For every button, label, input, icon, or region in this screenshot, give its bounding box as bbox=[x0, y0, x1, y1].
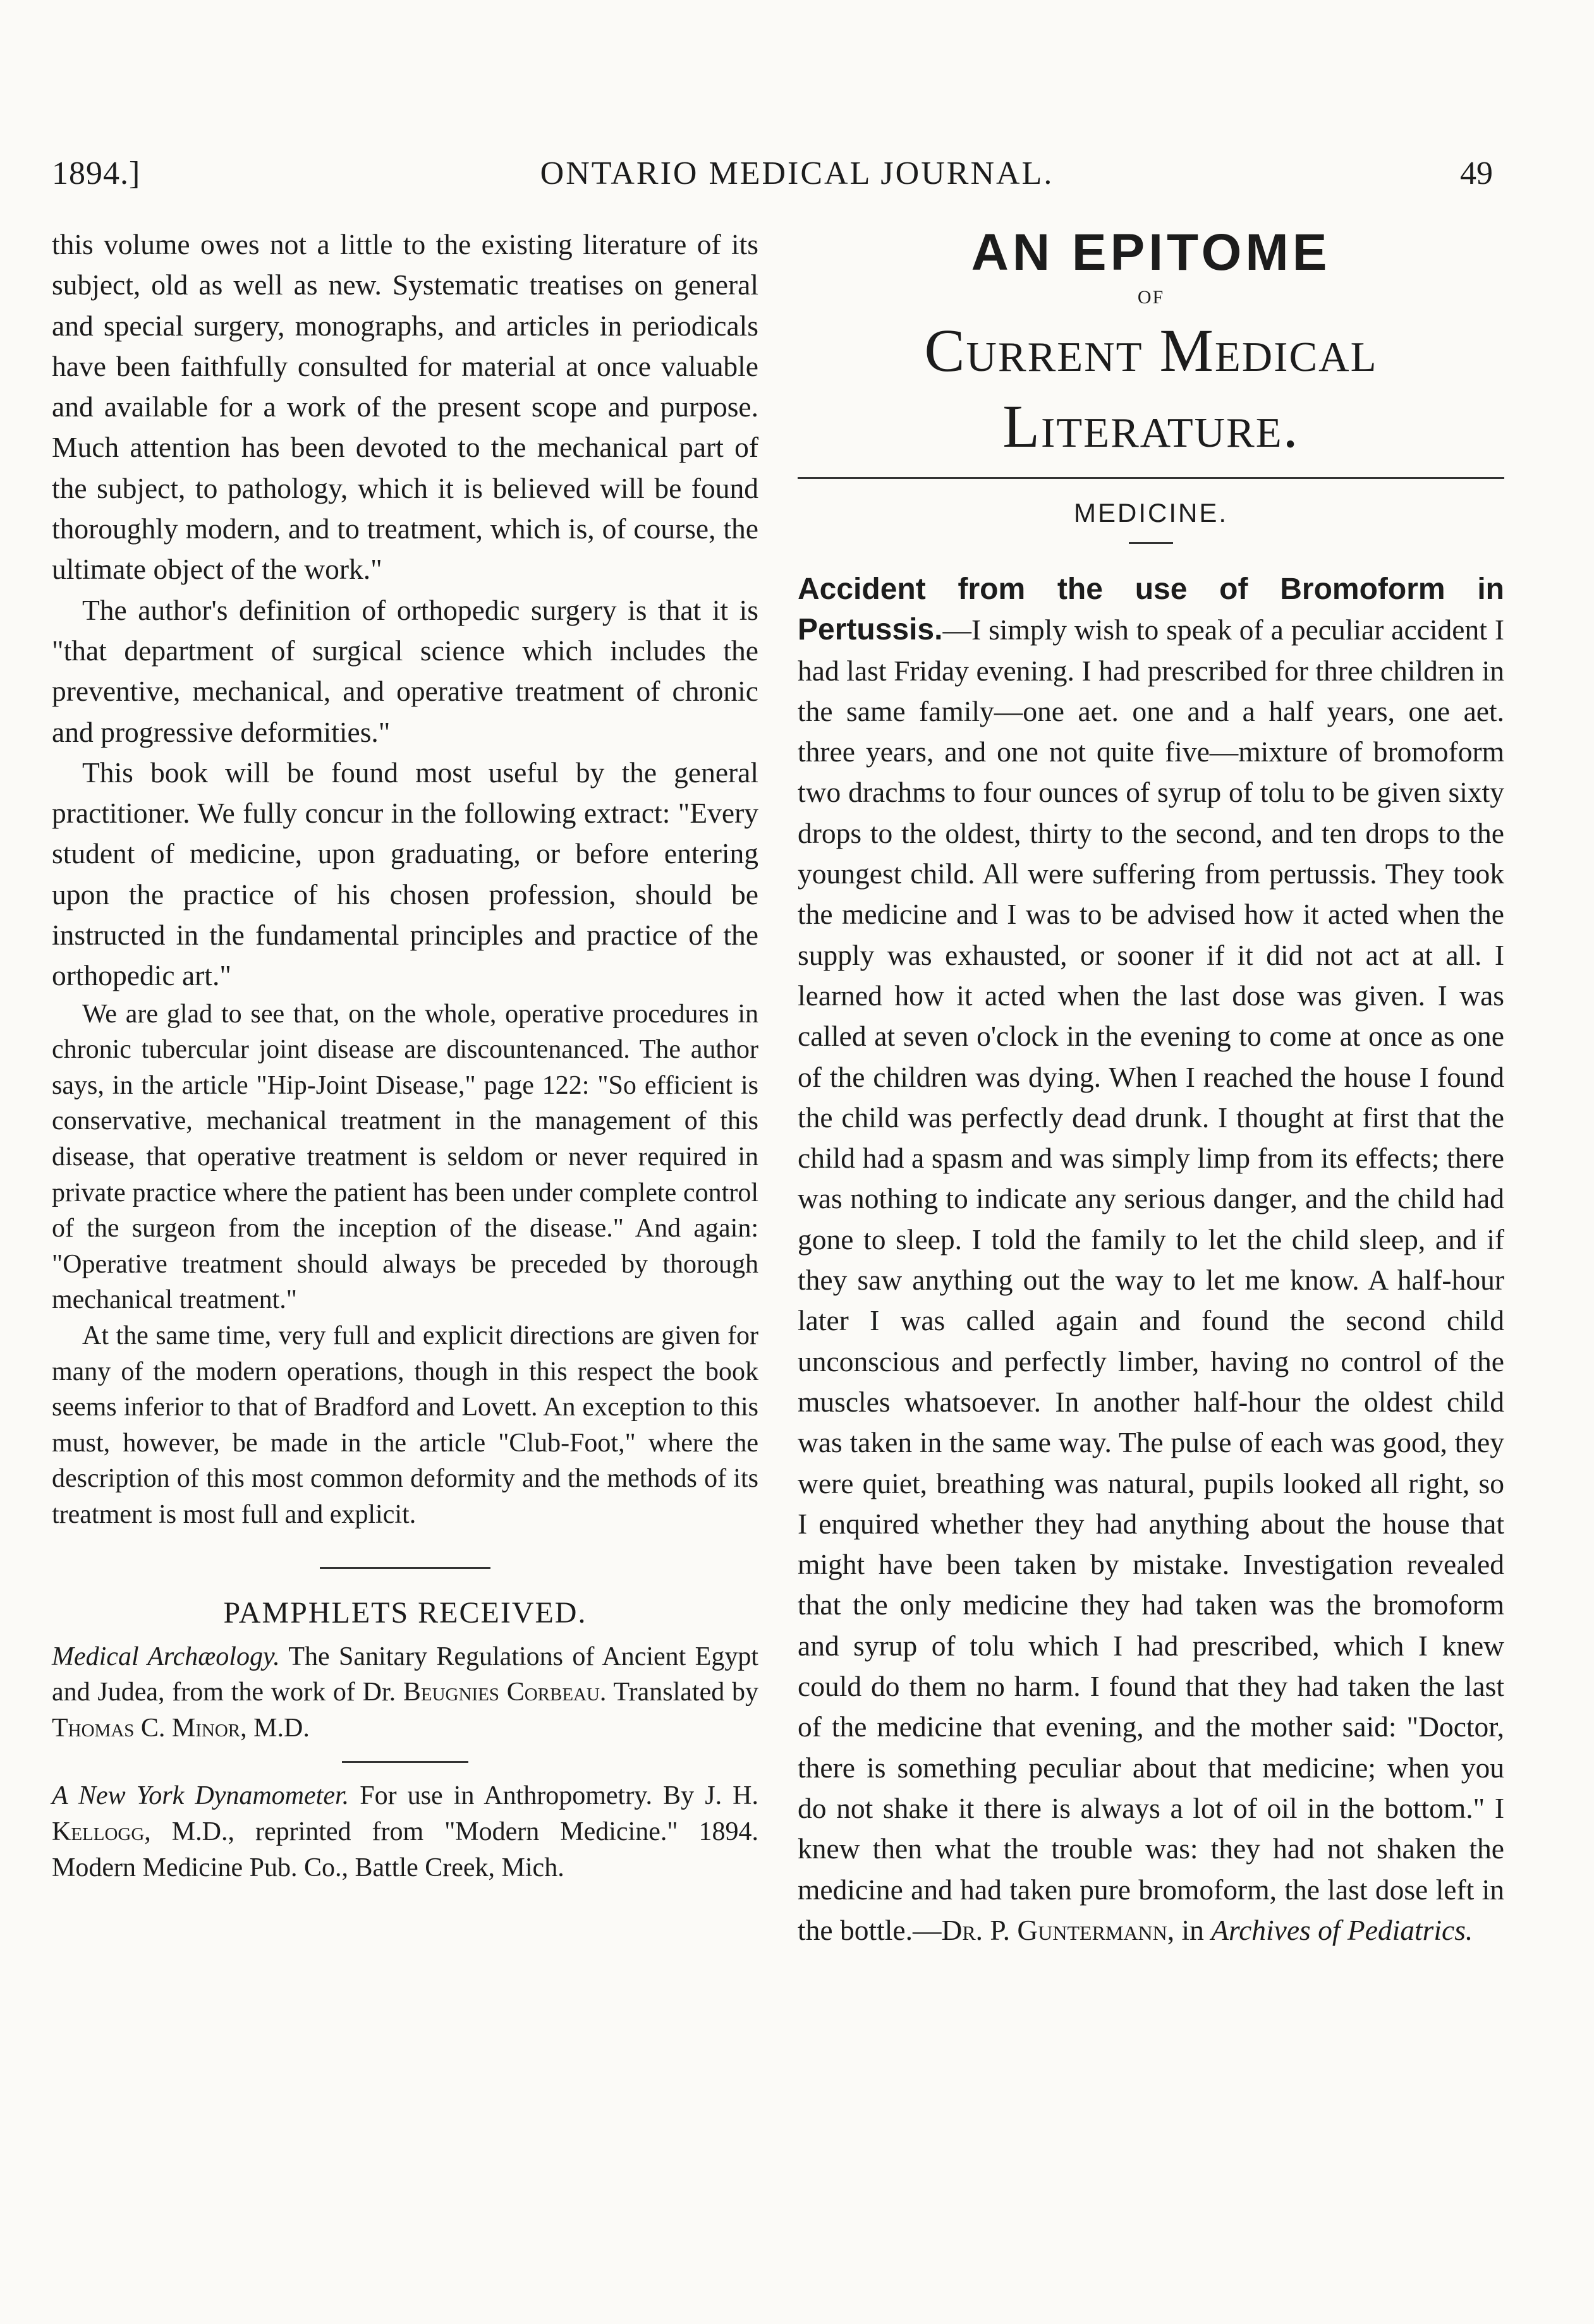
pamphlet-1-title: Medical Archæology. bbox=[52, 1642, 280, 1671]
review-paragraph-1: this volume owes not a little to the existing literature of its subject, old as well as new. Systematic treatises on general and special surgery, monographs, and articles in periodicals have been faithfully consulted for material at once valuable and available for a work of the present scope and purpose. Much attention has been devoted to the mechanical part of the subject, to pathology, which it is believed will be found thoroughly modern, and to treatment, which is, of course, the ultimate object of the work." bbox=[52, 228, 758, 586]
running-header bbox=[0, 155, 1594, 205]
pamphlet-2-text-a: For use in Anthropometry. By bbox=[360, 1781, 695, 1811]
entry-divider bbox=[342, 1761, 468, 1763]
epitome-of: OF bbox=[1137, 287, 1165, 308]
pamphlet-1-text-a: The Sanitary Regulations of Ancient Egypt and Judea, from the work of Dr. bbox=[52, 1642, 758, 1707]
pamphlet-2-title: A New York Dynamometer. bbox=[52, 1781, 350, 1811]
right-column bbox=[798, 224, 1504, 1951]
section-medicine: MEDICINE. bbox=[1073, 498, 1228, 528]
header-year: 1894.] bbox=[52, 155, 141, 191]
epitome-subtitle: Current Medical Literature. bbox=[924, 317, 1378, 460]
pamphlet-1-translator: Thomas C. Minor, M.D. bbox=[52, 1713, 310, 1743]
pamphlet-1-text-b: Translated by bbox=[613, 1678, 758, 1707]
article-signature: Dr. P. Guntermann, bbox=[941, 1913, 1175, 1946]
article-headline: Accident from the use of Bromoform in Pertussis. bbox=[798, 572, 1504, 647]
page-number: 49 bbox=[1460, 155, 1493, 191]
article-body: —I simply wish to speak of a peculiar accident I had last Friday evening. I had prescribed for three children in the same family—one aet. one and a half years, one aet. three years, and one not quite five—mixture of bromoform two drachms to four ounces of syrup of tolu to be given sixty drops to the oldest, thirty to the second, and ten drops to the youngest child. All were suffering from pertussis. They took the medicine and I was to be advised how it acted when the supply was exhausted, or sooner if it did not act at all. I learned how it acted when the last dose was given. I was called at seven o'clock in the evening to come at once as one of the children was dying. When I reached the house I found the child was perfectly dead drunk. I thought at first that the child had a spasm and was simply limp from its effects; there was nothing to indicate any serious danger, and the child had gone to sleep. I told the family to let the child sleep, and if they saw anything out the way to let me know. A half-hour later I was called again and found the second child unconscious and perfectly limber, having no control of the muscles whatsoever. In another half-hour the oldest child was taken in the same way. The pulse of each was good, they were quiet, breathing was natural, pupils looked all right, so I enquired whether they had anything about the house that might have been taken by mistake. Investigation revealed that the only medicine they had taken was the bromoform and syrup of tolu which I had prescribed, which I knew could do them no harm. I found that they had taken the last of the medicine that evening, and the mother said: "Doctor, there is something peculiar about that medicine; when you do not shake it there is always a lot of oil in the bottom." I knew then what the trouble was: they had not shaken the medicine and had taken pure bromoform, the last dose left in the bottle.— bbox=[798, 614, 1504, 1946]
review-paragraph-3: This book will be found most useful by the general practitioner. We fully concur in the following extract: "Every student of medicine, upon graduating, or before entering upon the practice of his chosen profession, should be instructed in the fundamental principles and practice of the orthopedic art." bbox=[52, 756, 758, 992]
article-in: in bbox=[1181, 1913, 1204, 1946]
journal-title: ONTARIO MEDICAL JOURNAL. bbox=[540, 155, 1054, 191]
epitome-title: AN EPITOME bbox=[971, 224, 1331, 281]
left-column bbox=[52, 224, 758, 1885]
review-paragraph-4: We are glad to see that, on the whole, operative procedures in chronic tubercular joint disease are discountenanced. The author says, in the article "Hip-Joint Disease," page 122: "So efficient is conservative, mechanical treatment in the management of this disease, that operative treatment is seldom or never required in private practice where the patient has been under complete control of the surgeon from the inception of the disease." And again: "Operative treatment should always be preceded by thorough mechanical treatment." bbox=[52, 999, 758, 1315]
section-divider bbox=[320, 1567, 490, 1569]
pamphlet-entry-1 bbox=[52, 1639, 758, 1746]
review-paragraph-5: At the same time, very full and explicit directions are given for many of the modern operations, though in this respect the book seems inferior to that of Bradford and Lovett. An exception to this must, however, be made in the article "Club-Foot," where the description of this most common deformity and the methods of its treatment is most full and explicit. bbox=[52, 1321, 758, 1529]
pamphlet-2-author: J. H. Kellogg, M.D., bbox=[52, 1781, 758, 1846]
title-rule bbox=[798, 477, 1504, 479]
section-dash bbox=[1129, 542, 1173, 544]
pamphlet-entry-2 bbox=[52, 1778, 758, 1885]
pamphlet-2-text-b: reprinted from "Modern Medicine." 1894. Modern Medicine Pub. Co., Battle Creek, Mich. bbox=[52, 1817, 758, 1882]
article-source: Archives of Pediatrics. bbox=[1211, 1913, 1473, 1946]
article-bromoform bbox=[798, 569, 1504, 1951]
pamphlets-heading: PAMPHLETS RECEIVED. bbox=[223, 1595, 587, 1630]
pamphlet-1-author: Beugnies Corbeau. bbox=[403, 1678, 607, 1707]
review-paragraph-2: The author's definition of orthopedic surgery is that it is "that department of surgical science which includes the preventive, mechanical, and operative treatment of chronic and progressive deformities." bbox=[52, 593, 758, 748]
